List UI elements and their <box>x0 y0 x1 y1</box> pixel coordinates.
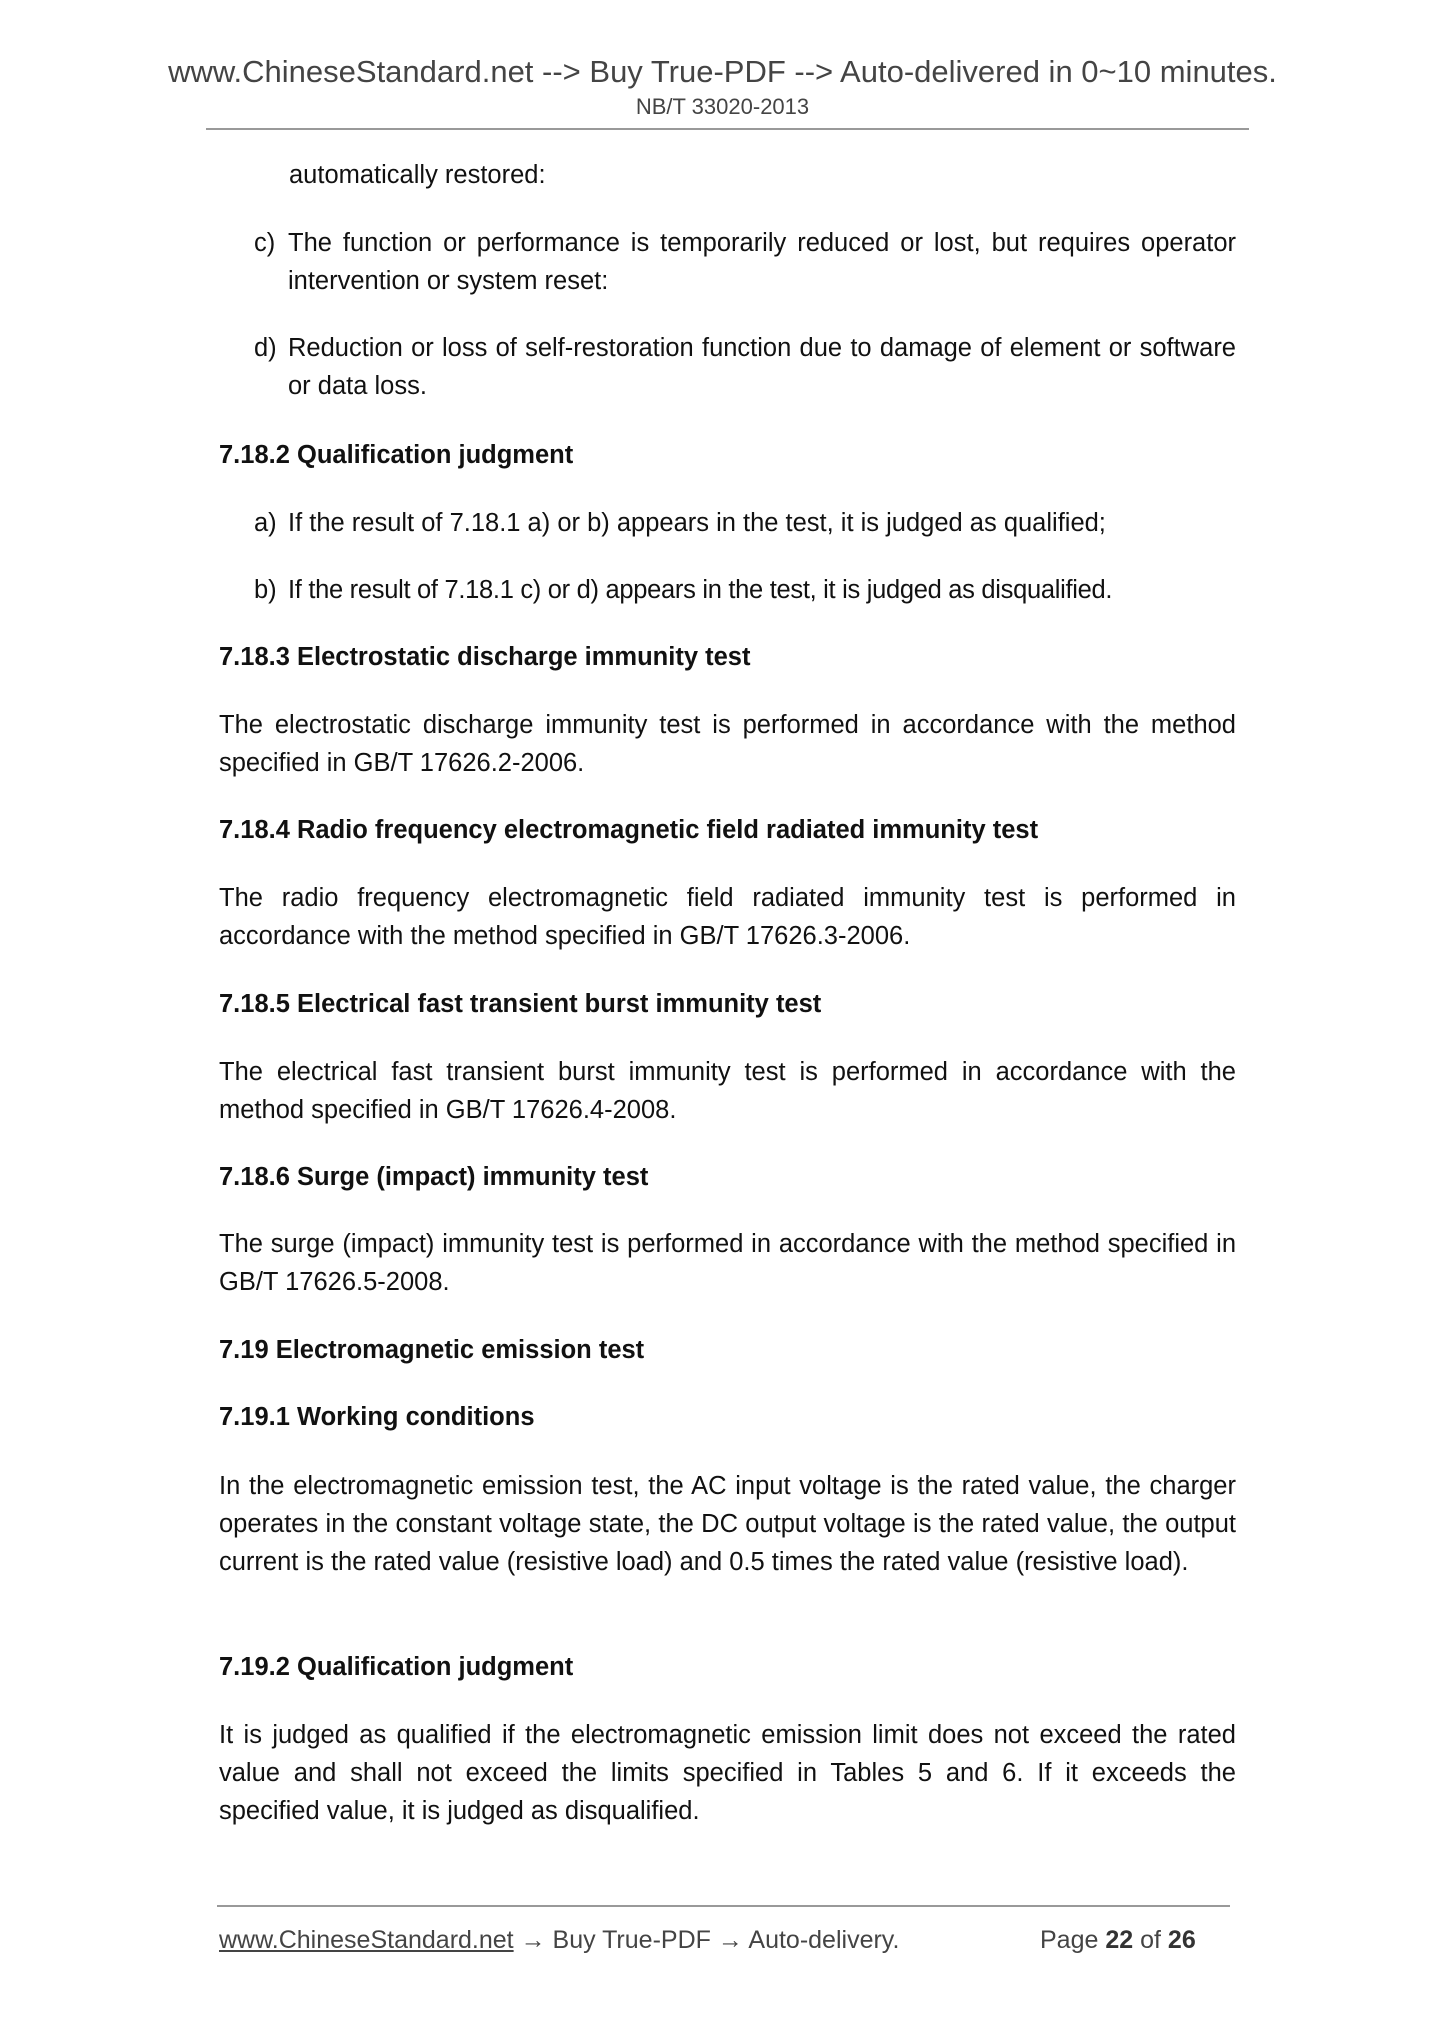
list-item <box>254 329 1236 405</box>
standard-code: NB/T 33020-2013 <box>635 94 810 119</box>
list-text: The function or performance is temporarily reduced or lost, but requires operator intervention or system reset: <box>288 229 1236 295</box>
continued-text: automatically restored: <box>289 161 546 189</box>
heading-7-19-2: 7.19.2 Qualification judgment <box>219 1653 574 1681</box>
heading-7-18-5: 7.18.5 Electrical fast transient burst immunity test <box>219 990 822 1018</box>
paragraph-7-19-2: It is judged as qualified if the electromagnetic emission limit does not exceed the rated value and shall not exceed the limits specified in Tables 5 and 6. If it exceeds the specified value, it is judged as disqualified. <box>219 1721 1236 1825</box>
list-item <box>254 504 1236 542</box>
paragraph-7-18-5: The electrical fast transient burst immunity test is performed in accordance with the method specified in GB/T 17626.4-2008. <box>219 1058 1236 1124</box>
footer-link[interactable]: www.ChineseStandard.net <box>219 1926 514 1954</box>
list-item <box>254 224 1236 300</box>
heading-7-18-6: 7.18.6 Surge (impact) immunity test <box>219 1163 649 1191</box>
list-item <box>254 571 1236 609</box>
page-total: 26 <box>1167 1926 1196 1954</box>
list-text: Reduction or loss of self-restoration function due to damage of element or software or data loss. <box>288 334 1236 400</box>
footer-left <box>219 1926 899 1955</box>
header-banner: www.ChineseStandard.net --> Buy True-PDF --> Auto-delivered in 0~10 minutes. <box>168 54 1277 89</box>
list-label: b) <box>254 576 277 604</box>
list-text: If the result of 7.18.1 a) or b) appears in the test, it is judged as qualified; <box>288 509 1106 537</box>
paragraph-7-19-1: In the electromagnetic emission test, the AC input voltage is the rated value, the charger operates in the constant voltage state, the DC output voltage is the rated value, the output current is the rated value (resistive load) and 0.5 times the rated value (resistive load). <box>219 1472 1236 1576</box>
paragraph-7-18-4: The radio frequency electromagnetic field radiated immunity test is performed in accordance with the method specified in GB/T 17626.3-2006. <box>219 884 1236 950</box>
list-label: c) <box>254 229 276 257</box>
heading-7-18-4: 7.18.4 Radio frequency electromagnetic field radiated immunity test <box>219 816 1039 844</box>
heading-7-18-2: 7.18.2 Qualification judgment <box>219 441 574 469</box>
heading-7-18-3: 7.18.3 Electrostatic discharge immunity test <box>219 643 751 671</box>
footer-tagline: → Buy True-PDF → Auto-delivery. <box>513 1926 900 1954</box>
header-divider <box>206 128 1249 130</box>
list-label: d) <box>254 334 277 362</box>
footer-divider <box>217 1905 1230 1907</box>
paragraph-7-18-6: The surge (impact) immunity test is performed in accordance with the method specified in GB/T 17626.5-2008. <box>219 1230 1236 1296</box>
page-word: Page <box>1040 1926 1099 1954</box>
heading-7-19-1: 7.19.1 Working conditions <box>219 1403 535 1431</box>
page-indicator <box>1040 1926 1196 1955</box>
list-text: If the result of 7.18.1 c) or d) appears in the test, it is judged as disqualified. <box>288 576 1113 604</box>
list-label: a) <box>254 509 277 537</box>
heading-7-19: 7.19 Electromagnetic emission test <box>219 1336 645 1364</box>
of-word: of <box>1140 1926 1161 1954</box>
page-current: 22 <box>1105 1926 1134 1954</box>
paragraph-7-18-3: The electrostatic discharge immunity test is performed in accordance with the method specified in GB/T 17626.2-2006. <box>219 711 1236 777</box>
